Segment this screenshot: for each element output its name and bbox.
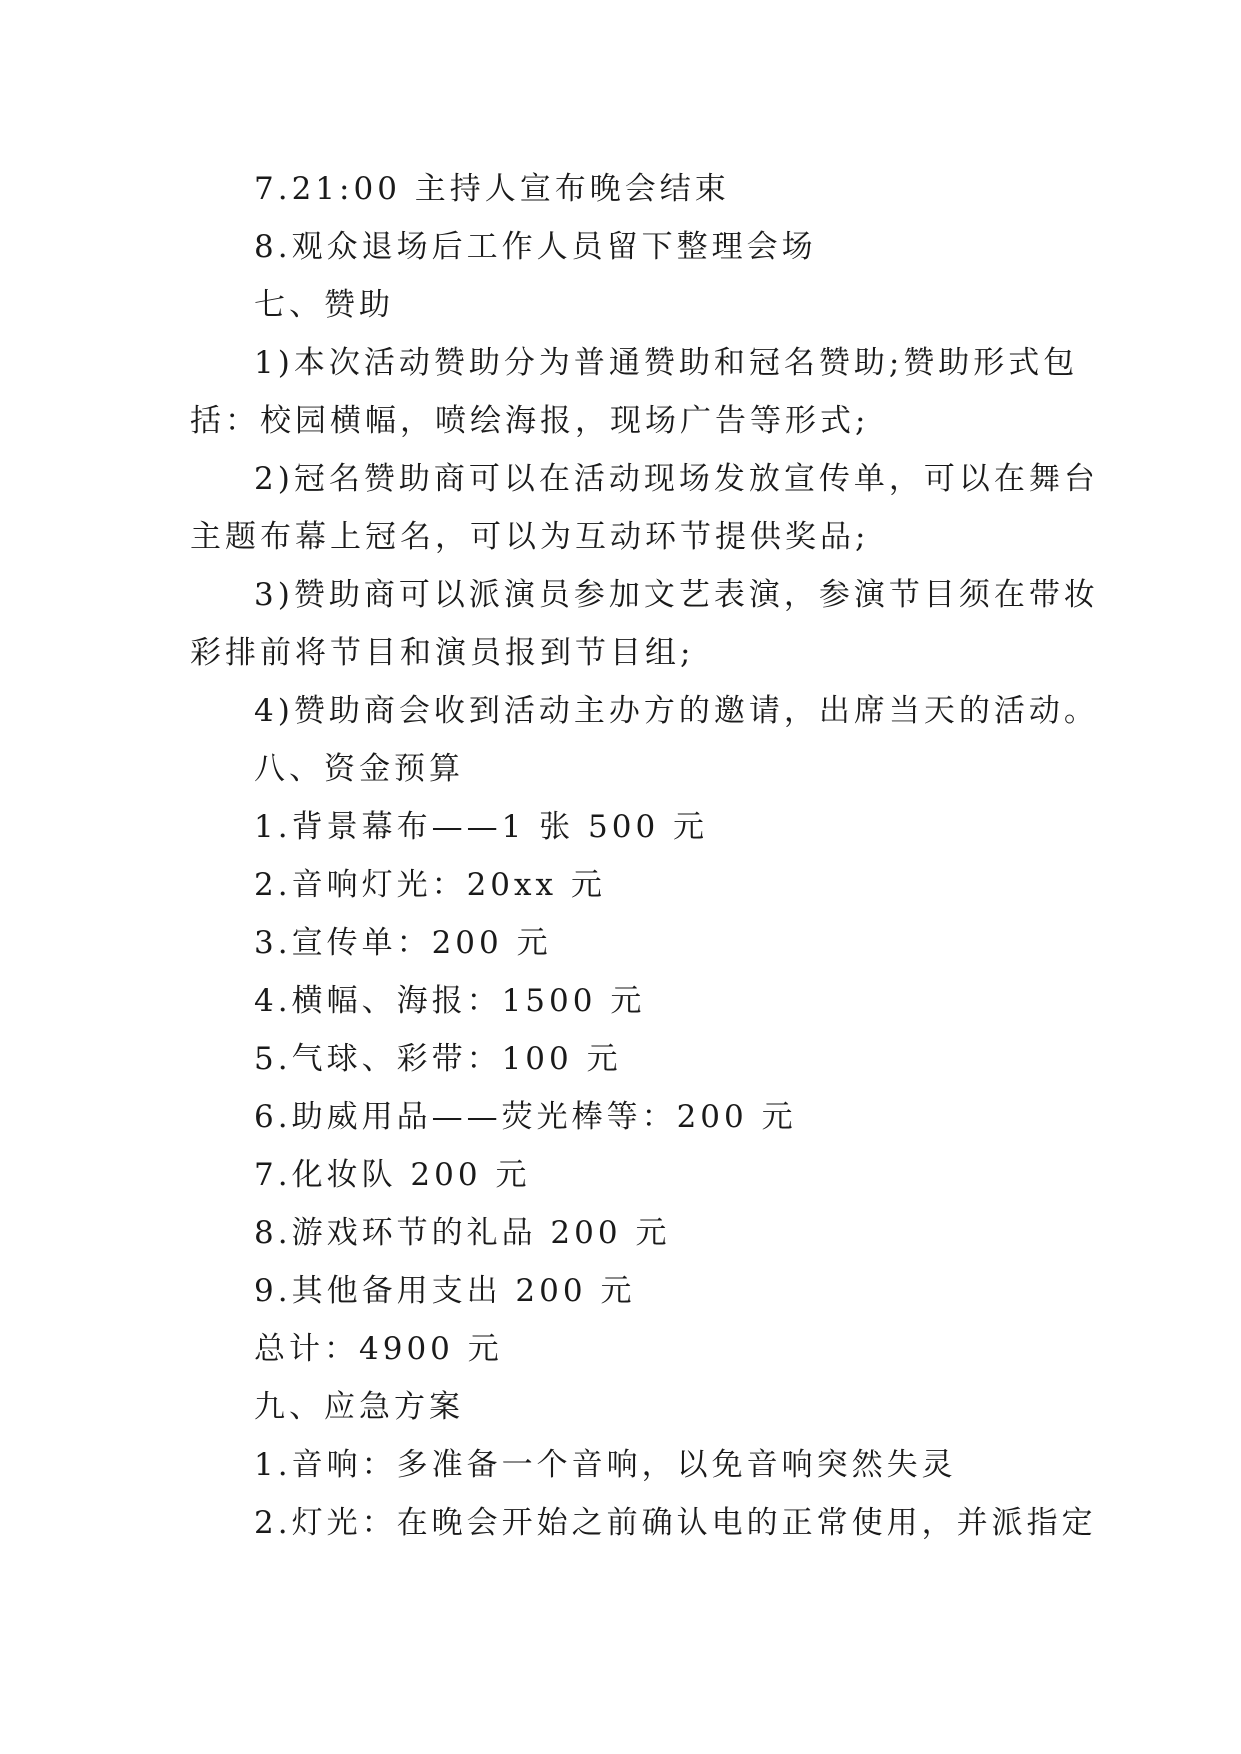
section-heading-budget: 八、资金预算 xyxy=(254,751,464,787)
budget-item-8: 8.游戏环节的礼品 200 元 xyxy=(254,1215,671,1251)
section-heading-contingency: 九、应急方案 xyxy=(254,1389,464,1425)
schedule-item-8: 8.观众退场后工作人员留下整理会场 xyxy=(254,229,817,265)
sponsor-clause-3-continued: 彩排前将节目和演员报到节目组; xyxy=(190,635,695,671)
sponsor-clause-1: 1)本次活动赞助分为普通赞助和冠名赞助;赞助形式包 xyxy=(254,345,1079,381)
sponsor-clause-2-continued: 主题布幕上冠名，可以为互动环节提供奖品; xyxy=(190,519,870,555)
schedule-item-7: 7.21:00 主持人宣布晚会结束 xyxy=(254,171,730,207)
budget-item-1: 1.背景幕布——1 张 500 元 xyxy=(254,809,709,845)
budget-total: 总计：4900 元 xyxy=(254,1331,503,1367)
budget-item-3: 3.宣传单：200 元 xyxy=(254,925,552,961)
budget-item-5: 5.气球、彩带：100 元 xyxy=(254,1041,622,1077)
budget-item-2: 2.音响灯光：20xx 元 xyxy=(254,867,606,903)
budget-item-7: 7.化妆队 200 元 xyxy=(254,1157,531,1193)
section-heading-sponsorship: 七、赞助 xyxy=(254,287,394,323)
sponsor-clause-3: 3)赞助商可以派演员参加文艺表演，参演节目须在带妆 xyxy=(254,577,1099,613)
budget-item-4: 4.横幅、海报：1500 元 xyxy=(254,983,646,1019)
contingency-item-2: 2.灯光：在晚会开始之前确认电的正常使用，并派指定 xyxy=(254,1505,1097,1541)
sponsor-clause-1-continued: 括：校园横幅，喷绘海报，现场广告等形式; xyxy=(190,403,870,439)
budget-item-9: 9.其他备用支出 200 元 xyxy=(254,1273,636,1309)
budget-item-6: 6.助威用品——荧光棒等：200 元 xyxy=(254,1099,797,1135)
contingency-item-1: 1.音响：多准备一个音响，以免音响突然失灵 xyxy=(254,1447,957,1483)
sponsor-clause-2: 2)冠名赞助商可以在活动现场发放宣传单，可以在舞台 xyxy=(254,461,1099,497)
sponsor-clause-4: 4)赞助商会收到活动主办方的邀请，出席当天的活动。 xyxy=(254,693,1099,729)
document-body xyxy=(190,160,1099,1552)
